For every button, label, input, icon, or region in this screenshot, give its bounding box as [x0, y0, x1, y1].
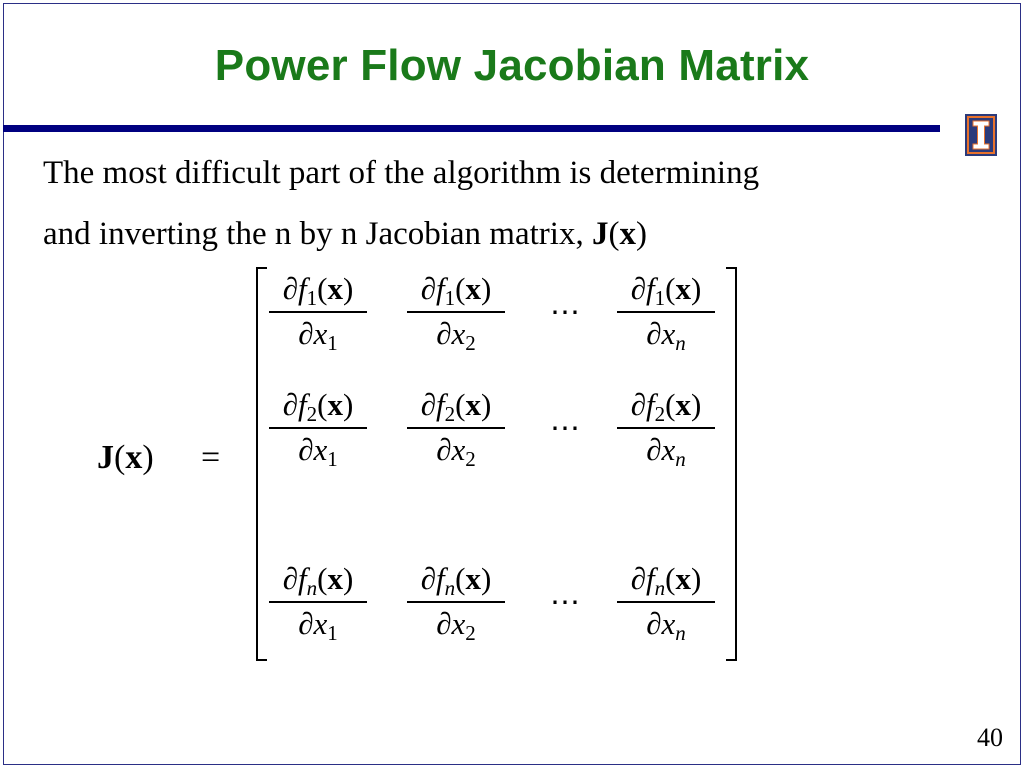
page-number: 40	[977, 723, 1003, 752]
matrix-brackets	[3, 3, 1021, 765]
ellipsis: ⋯	[550, 412, 580, 445]
partial-derivative-entry	[611, 559, 721, 645]
slide-title: Power Flow Jacobian Matrix	[214, 41, 810, 90]
numerator: $\partial f_2(x)$	[282, 387, 354, 426]
lhs-paren-close: )	[142, 439, 154, 476]
numerator: $\partial f_1(x)$	[420, 271, 492, 310]
denominator: ∂xn	[646, 431, 686, 471]
numerator: $\partial f_2(x)$	[420, 387, 492, 426]
partial-derivative-entry	[401, 385, 511, 471]
numerator: $\partial f_1(x)$	[630, 271, 702, 310]
equals-sign: =	[201, 439, 221, 476]
body-line-1: The most difficult part of the algorithm is determining	[43, 155, 760, 191]
denominator: $\partial x_1$	[298, 431, 338, 471]
partial-derivative-entry	[263, 559, 373, 645]
paren-open: (	[608, 216, 620, 252]
partial-derivative-entry	[263, 269, 373, 355]
numerator: ∂fn(x)	[630, 561, 702, 600]
ellipsis: ⋯	[550, 296, 580, 329]
body-line-2-text: and inverting the n by n Jacobian matrix,	[43, 216, 592, 252]
vector-x: x	[619, 216, 636, 252]
lhs-paren-open: (	[114, 439, 126, 476]
partial-derivative-entry	[611, 269, 721, 355]
numerator: $\partial f_1(x)$	[282, 271, 354, 310]
denominator: ∂xn	[646, 315, 686, 355]
slide	[3, 3, 1021, 765]
right-bracket	[726, 268, 736, 660]
partial-derivative-entry	[401, 269, 511, 355]
numerator: ∂fn(x)	[282, 561, 354, 600]
numerator: ∂fn(x)	[420, 561, 492, 600]
denominator: $\partial x_1$	[298, 315, 338, 355]
jacobian-symbol-J: J	[591, 216, 609, 252]
partial-derivative-entry	[401, 559, 511, 645]
denominator: $\partial x_2$	[436, 605, 476, 645]
jacobian-equation	[3, 3, 1021, 765]
ellipsis: ⋯	[550, 586, 580, 619]
numerator: $\partial f_2(x)$	[630, 387, 702, 426]
partial-derivative-entry	[611, 385, 721, 471]
paren-close: )	[635, 216, 647, 252]
denominator: ∂xn	[646, 605, 686, 645]
lhs-J: J	[97, 439, 114, 476]
partial-derivative-entry	[263, 385, 373, 471]
denominator: $\partial x_2$	[436, 315, 476, 355]
lhs-x: x	[125, 439, 143, 476]
denominator: $\partial x_2$	[436, 431, 476, 471]
denominator: $\partial x_1$	[298, 605, 338, 645]
